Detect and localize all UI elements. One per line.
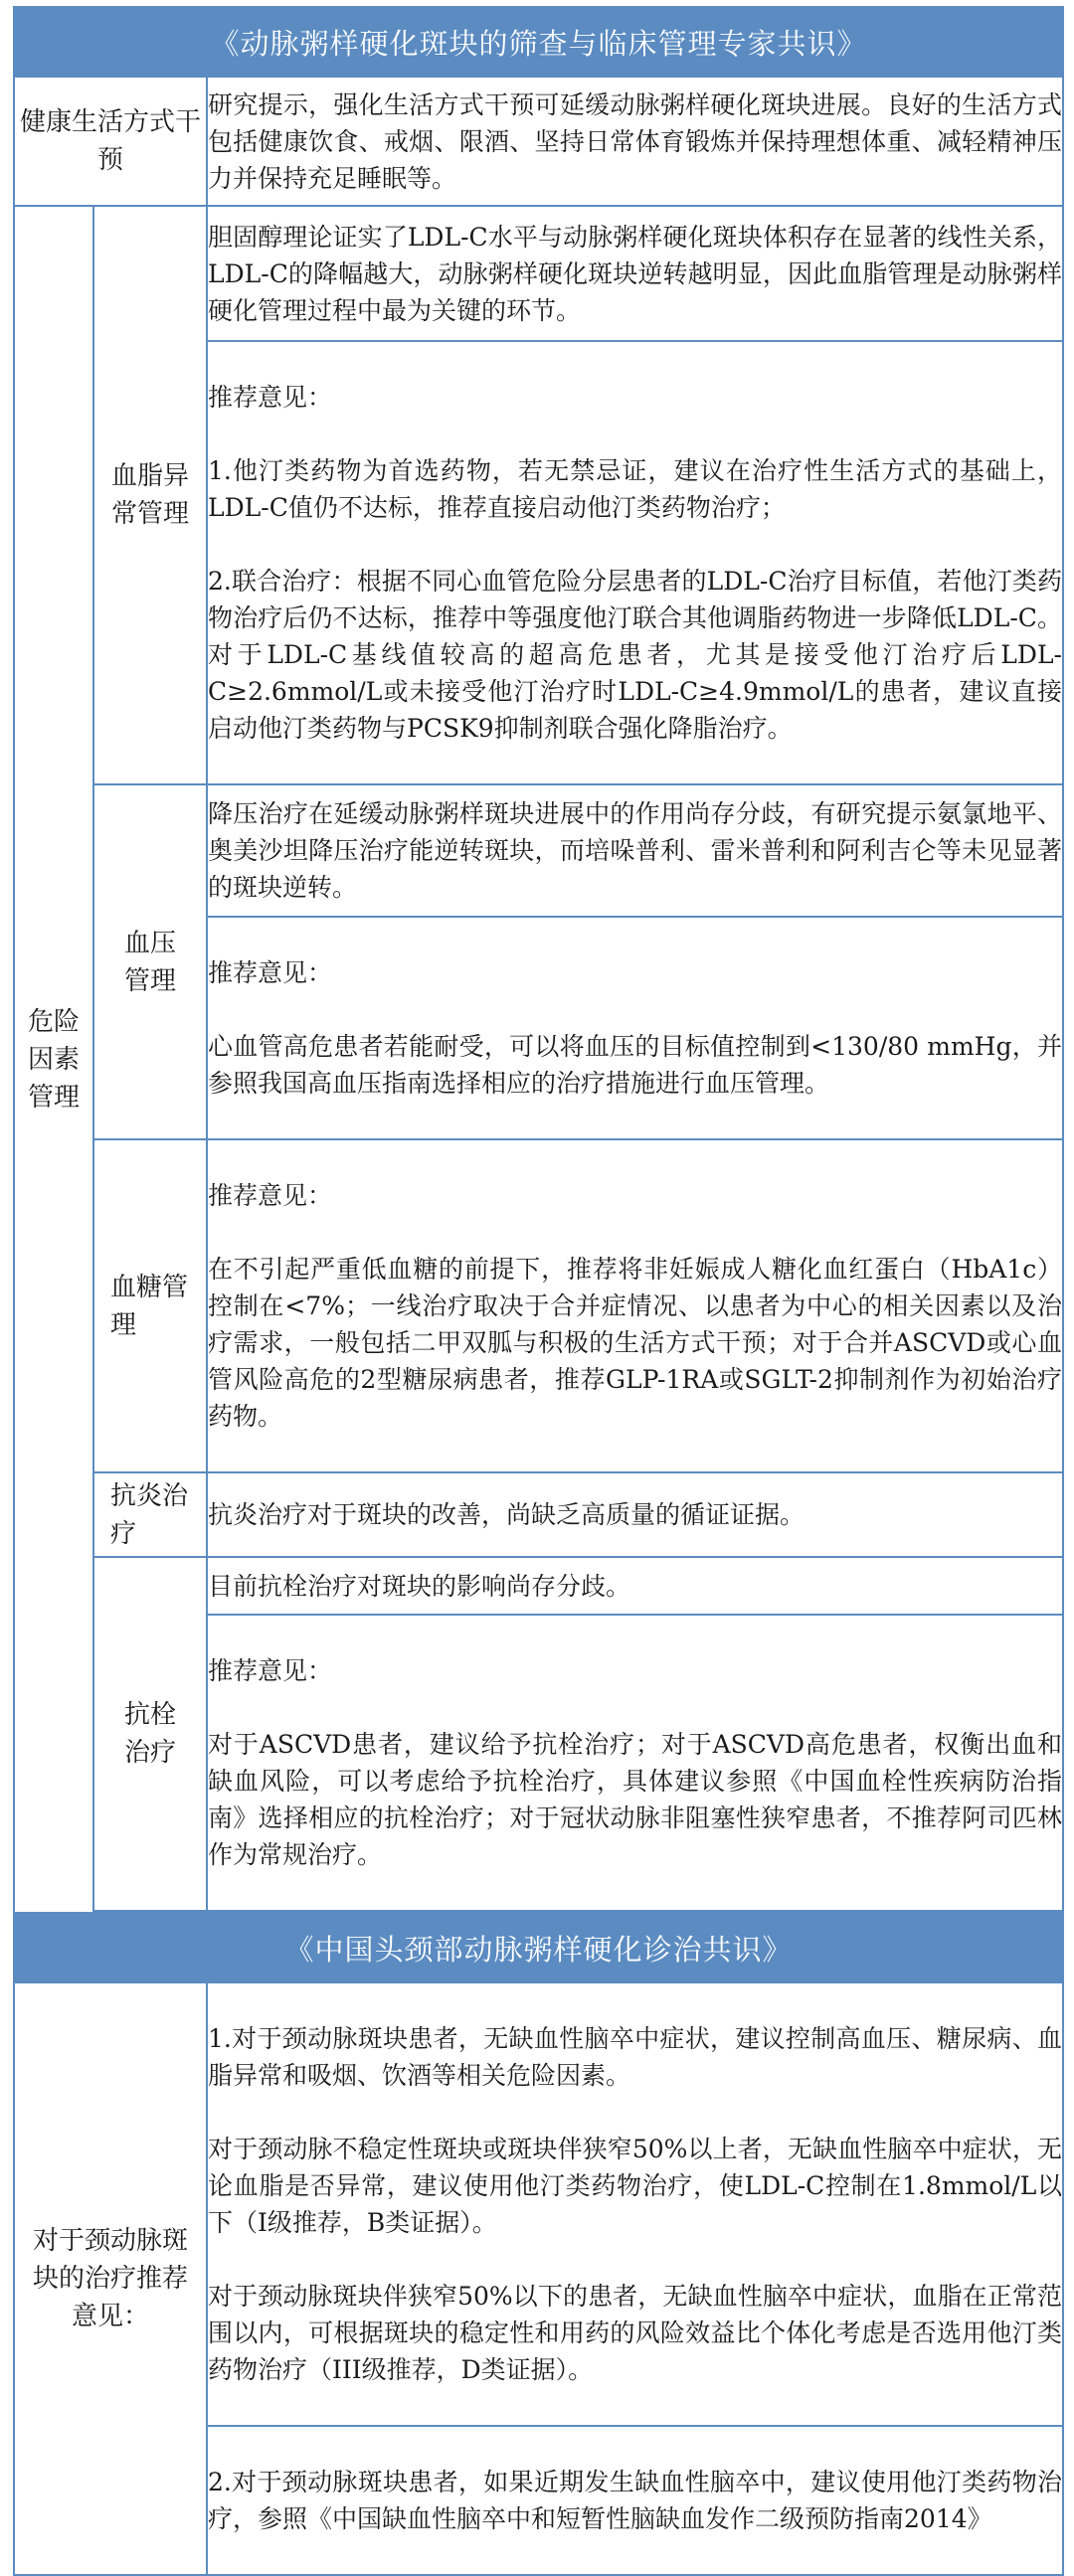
glucose-rec-text: 在不引起严重低血糖的前提下，推荐将非妊娠成人糖化血红蛋白（HbA1c）控制在<7%；一线治疗取决于合并症情况、以患者为中心的相关因素以及治疗需求，一般包括二甲双胍与积极的生活方式干预；对于合并ASCVD或心血管风险高危的2型糖尿病患者，推荐GLP-1RA或SGLT-2抑制剂作为初始治疗药物。 xyxy=(208,1255,1062,1431)
lifestyle-label xyxy=(14,77,207,206)
antithrombotic-rec-heading: 推荐意见： xyxy=(208,1656,333,1685)
anti-inflammatory-label xyxy=(93,1472,207,1557)
antithrombotic-evidence-text: 目前抗栓治疗对斑块的影响尚存分歧。 xyxy=(208,1571,631,1601)
carotid-rec-cell-2 xyxy=(207,2426,1063,2575)
section1-title: 《动脉粥样硬化斑块的筛查与临床管理专家共识》 xyxy=(14,7,1063,77)
carotid-rec-p3: 对于颈动脉斑块伴狭窄50%以下的患者，无缺血性脑卒中症状，血脂在正常范围以内，可根据斑块的稳定性和用药的风险效益比个体化考虑是否选用他汀类药物治疗（III级推荐，D类证据）。 xyxy=(208,2282,1062,2384)
anti-inflammatory-cell xyxy=(207,1472,1063,1557)
lipid-evidence-cell xyxy=(207,206,1063,341)
consensus-table-document xyxy=(13,6,1062,2533)
lipid-rec-1: 1.他汀类药物为首选药物，若无禁忌证，建议在治疗性生活方式的基础上，LDL-C值仍不达标，推荐直接启动他汀类药物治疗； xyxy=(208,456,1062,522)
lipid-rec-heading: 推荐意见： xyxy=(208,383,333,412)
carotid-rec-p2: 对于颈动脉不稳定性斑块或斑块伴狭窄50%以上者，无缺血性脑卒中症状，无论血脂是否异常，建议使用他汀类药物治疗，使LDL-C控制在1.8mmol/L以下（I级推荐，B类证据）。 xyxy=(208,2135,1062,2237)
antithrombotic-label xyxy=(93,1557,207,1911)
carotid-rec-cell-1 xyxy=(207,1982,1063,2426)
lifestyle-text: 研究提示，强化生活方式干预可延缓动脉粥样硬化斑块进展。良好的生活方式包括健康饮食、戒烟、限酒、坚持日常体育锻炼并保持理想体重、减轻精神压力并保持充足睡眠等。 xyxy=(208,89,1062,193)
carotid-rec-p4: 2.对于颈动脉斑块患者，如果近期发生缺血性脑卒中，建议使用他汀类药物治疗，参照《中国缺血性脑卒中和短暂性脑缺血发作二级预防指南2014》 xyxy=(208,2468,1062,2533)
bp-label-text: 血压管理 xyxy=(123,928,176,996)
section2-title: 《中国头颈部动脉粥样硬化诊治共识》 xyxy=(14,1913,1063,1982)
carotid-rec-p1: 1.对于颈动脉斑块患者，无缺血性脑卒中症状，建议控制高血压、糖尿病、血脂异常和吸烟、饮酒等相关危险因素。 xyxy=(208,2024,1062,2090)
bp-rec-text: 心血管高危患者若能耐受，可以将血压的目标值控制到<130/80 mmHg，并参照我国高血压指南选择相应的治疗措施进行血压管理。 xyxy=(208,1032,1062,1098)
lipid-rec-2: 2.联合治疗：根据不同心血管危险分层患者的LDL-C治疗目标值，若他汀类药物治疗后仍不达标，推荐中等强度他汀联合其他调脂药物进一步降低LDL-C。对于LDL-C基线值较高的超高危患者，尤其是接受他汀治疗后LDL-C≥2.6mmol/L或未接受他汀治疗时LDL-C≥4.9mmol/L的患者，建议直接启动他汀类药物与PCSK9抑制剂联合强化降脂治疗。 xyxy=(208,567,1062,743)
lipid-management-label xyxy=(93,206,207,784)
lipid-recommendation-cell xyxy=(207,341,1063,784)
risk-management-label xyxy=(14,206,93,1913)
consensus-table xyxy=(13,6,1064,2576)
antithrombotic-evidence-cell xyxy=(207,1557,1063,1615)
bp-management-label xyxy=(93,784,207,1139)
antithrombotic-recommendation-cell xyxy=(207,1615,1063,1911)
antithrombotic-label-text: 抗栓治疗 xyxy=(123,1700,176,1768)
bp-rec-heading: 推荐意见： xyxy=(208,958,333,987)
glucose-management-label xyxy=(93,1139,207,1472)
lipid-evidence-text: 胆固醇理论证实了LDL-C水平与动脉粥样硬化斑块体积存在显著的线性关系，LDL-C的降幅越大，动脉粥样硬化斑块逆转越明显，因此血脂管理是动脉粥样硬化管理过程中最为关键的环节。 xyxy=(208,222,1062,325)
glucose-label-text: 血糖管理 xyxy=(110,1272,189,1340)
glucose-recommendation-cell xyxy=(207,1139,1063,1472)
bp-recommendation-cell xyxy=(207,917,1063,1139)
bp-evidence-cell xyxy=(207,784,1063,917)
antithrombotic-rec-text: 对于ASCVD患者，建议给予抗栓治疗；对于ASCVD高危患者，权衡出血和缺血风险，可以考虑给予抗栓治疗，具体建议参照《中国血栓性疾病防治指南》选择相应的抗栓治疗；对于冠状动脉非阻塞性狭窄患者，不推荐阿司匹林作为常规治疗。 xyxy=(208,1730,1062,1869)
lifestyle-label-text: 健康生活方式干预 xyxy=(19,107,201,175)
glucose-rec-heading: 推荐意见： xyxy=(208,1181,333,1210)
risk-management-label-text: 危险因素管理 xyxy=(27,1006,80,1113)
carotid-treatment-label-text: 对于颈动脉斑块的治疗推荐意见： xyxy=(32,2226,188,2331)
bp-evidence-text: 降压治疗在延缓动脉粥样斑块进展中的作用尚存分歧，有研究提示氨氯地平、奥美沙坦降压治疗能逆转斑块，而培哚普利、雷米普利和阿利吉仑等未见显著的斑块逆转。 xyxy=(208,799,1062,902)
carotid-treatment-label xyxy=(14,1982,207,2575)
anti-inflammatory-text: 抗炎治疗对于斑块的改善，尚缺乏高质量的循证证据。 xyxy=(208,1500,806,1529)
lifestyle-content xyxy=(207,77,1063,206)
lipid-label-text: 血脂异常管理 xyxy=(110,461,189,529)
anti-inflammatory-label-text: 抗炎治疗 xyxy=(110,1480,189,1549)
